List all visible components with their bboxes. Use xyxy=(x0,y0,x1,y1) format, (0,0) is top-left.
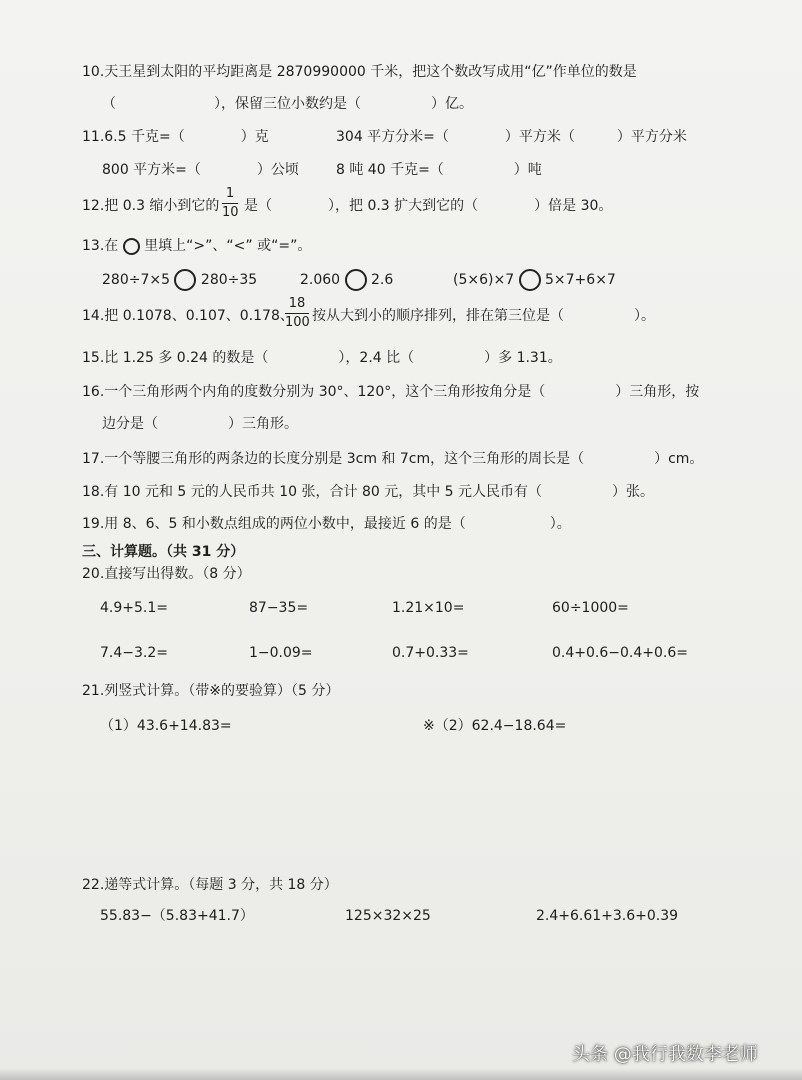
q22-item-1: 55.83−（5.83+41.7） xyxy=(100,908,254,924)
q13-e3-left: (5×6)×7 xyxy=(453,272,515,288)
q13-e1-left: 280÷7×5 xyxy=(102,272,170,288)
q12-pre: 12.把 0.3 缩小到它的 xyxy=(82,198,220,214)
q14-frac-num: 18 xyxy=(288,296,306,311)
q20-r2-c4: 0.4+0.6−0.4+0.6= xyxy=(552,645,688,661)
q19: 19.用 8、6、5 和小数点组成的两位小数中，最接近 6 的是（ ）。 xyxy=(82,516,571,532)
q12-frac-den: 10 xyxy=(222,205,239,220)
q12-fraction xyxy=(222,186,238,221)
q11-part4: 8 吨 40 千克=（ ）吨 xyxy=(336,162,542,178)
q16-line2: 边分是（ ）三角形。 xyxy=(102,416,298,432)
q10-line1: 10.天王星到太阳的平均距离是 2870990000 千米，把这个数改写成用“亿”作单位的数是 xyxy=(82,64,637,80)
q13-e2-left: 2.060 xyxy=(300,272,341,288)
q11-part3: 800 平方米=（ ）公顷 xyxy=(102,162,299,178)
compare-circle-1[interactable] xyxy=(174,269,196,291)
q14-post: 按从大到小的顺序排列，排在第三位是（ ）。 xyxy=(312,308,655,324)
photo-shadow xyxy=(0,1068,802,1080)
q18: 18.有 10 元和 5 元的人民币共 10 张，合计 80 元，其中 5 元人民币有（ ）张。 xyxy=(82,484,655,500)
q14-fraction xyxy=(285,296,309,331)
q22-title: 22.递等式计算。（每题 3 分，共 18 分） xyxy=(82,877,338,893)
fraction-bar xyxy=(222,203,238,204)
q17: 17.一个等腰三角形的两条边的长度分别是 3cm 和 7cm，这个三角形的周长是（ ）cm。 xyxy=(82,451,704,467)
q13-e3-right: 5×7+6×7 xyxy=(545,272,616,288)
q20-r1-c4: 60÷1000= xyxy=(552,600,629,616)
q15: 15.比 1.25 多 0.24 的数是（ ），2.4 比（ ）多 1.31。 xyxy=(82,350,562,366)
q20-r2-c3: 0.7+0.33= xyxy=(392,645,469,661)
q20-r2-c1: 7.4−3.2= xyxy=(100,645,168,661)
q20-r1-c3: 1.21×10= xyxy=(392,600,465,616)
q20-r1-c2: 87−35= xyxy=(249,600,309,616)
fraction-bar xyxy=(285,313,309,314)
q20-r1-c1: 4.9+5.1= xyxy=(100,600,168,616)
q21-part2: ※（2）62.4−18.64= xyxy=(423,718,567,734)
q16-line1: 16.一个三角形两个内角的度数分别为 30°、120°，这个三角形按角分是（ ）三角形，按 xyxy=(82,384,700,400)
compare-circle-2[interactable] xyxy=(345,269,367,291)
q22-item-3: 2.4+6.61+3.6+0.39 xyxy=(536,908,679,924)
q13-expr2 xyxy=(300,269,393,291)
q13-line xyxy=(82,236,311,256)
circle-icon xyxy=(123,238,140,255)
watermark: 头条 @我行我数李老师 xyxy=(572,1044,758,1065)
q12-frac-num: 1 xyxy=(225,186,235,201)
q14-frac-den: 100 xyxy=(285,315,310,330)
compare-circle-3[interactable] xyxy=(519,269,541,291)
q13-e1-right: 280÷35 xyxy=(200,272,258,288)
q22-item-2: 125×32×25 xyxy=(345,908,431,924)
q20-title: 20.直接写出得数。（8 分） xyxy=(82,566,251,582)
q12-post: 是（ ），把 0.3 扩大到它的（ ）倍是 30。 xyxy=(244,198,613,214)
q13-post: 里填上“>”、“<” 或“=”。 xyxy=(144,238,312,254)
q20-r2-c2: 1−0.09= xyxy=(249,645,313,661)
q13-expr3 xyxy=(453,269,616,291)
q10-line2: （ ），保留三位小数约是（ ）亿。 xyxy=(102,96,473,112)
q21-part1: （1）43.6+14.83= xyxy=(100,718,232,734)
q11-part2: 304 平方分米=（ ）平方米（ ）平方分米 xyxy=(336,129,687,145)
q13-e2-right: 2.6 xyxy=(371,272,394,288)
q11-part1: 11.6.5 千克=（ ）克 xyxy=(82,129,269,145)
q13-expr1 xyxy=(102,269,257,291)
q13-pre: 13.在 xyxy=(82,238,119,254)
section-3-heading: 三、计算题。（共 31 分） xyxy=(82,544,245,560)
q14-pre: 14.把 0.1078、0.107、0.178、 xyxy=(82,308,294,324)
q21-title: 21.列竖式计算。（带※的要验算）（5 分） xyxy=(82,683,340,699)
